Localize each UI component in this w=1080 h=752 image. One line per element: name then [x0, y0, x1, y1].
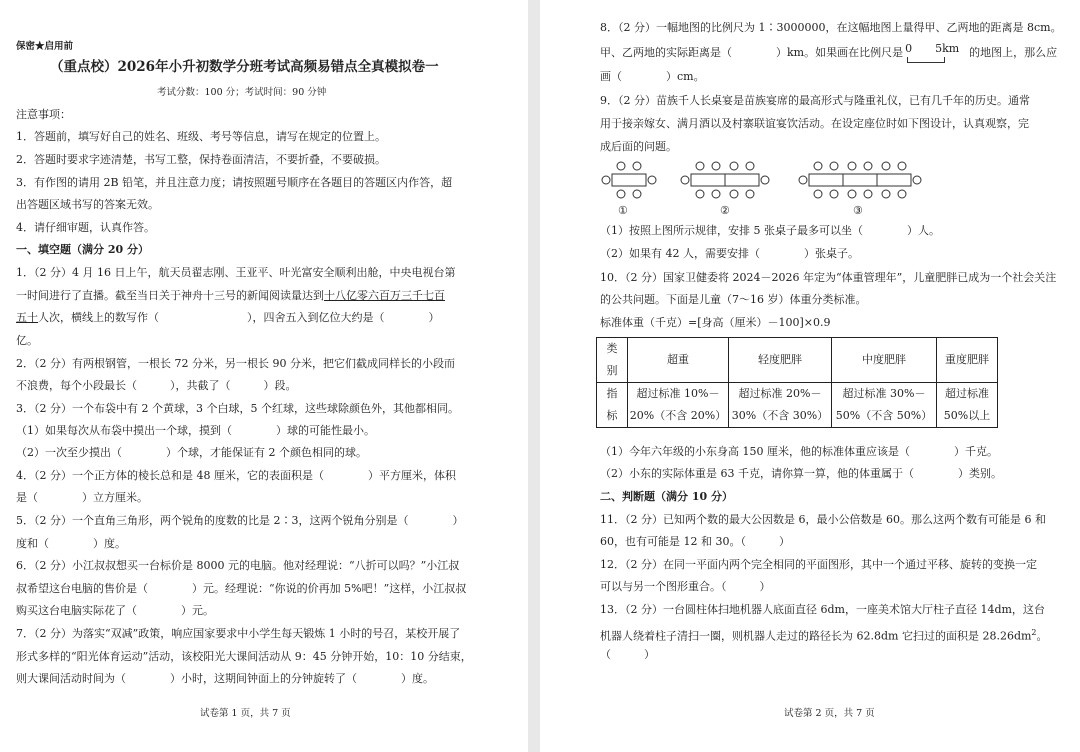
underlined-number: 五十 — [16, 311, 38, 324]
notice-line: 4．请仔细审题，认真作答。 — [16, 221, 155, 234]
notice-heading: 注意事项： — [16, 108, 71, 121]
question-11-line: 11．（2 分）已知两个数的最大公因数是 6，最小公倍数是 60。那么这两个数有可能是 6 和 — [600, 513, 1046, 526]
page-footer: 试卷第 1 页，共 7 页 — [200, 708, 291, 719]
weight-formula: 标准体重（千克）=[身高（厘米）－100]×0.9 — [600, 316, 831, 329]
table-header-cell: 超重 — [628, 338, 729, 383]
scale-line — [907, 57, 945, 63]
table-cell: 超过标准 50%以上 — [937, 383, 998, 428]
notice-line: 1．答题前，填写好自己的姓名、班级、考号等信息，请写在规定的位置上。 — [16, 130, 386, 143]
table-cell: 超过标准 20%－ 30%（不含 30%） — [729, 383, 832, 428]
seating-pattern-1 — [602, 162, 656, 198]
question-10-line: 的公共问题。下面是儿童（7～16 岁）体重分类标准。 — [600, 293, 867, 306]
question-10-sub1: （1）今年六年级的小东身高 150 厘米，他的标准体重应该是（ ）千克。 — [600, 445, 998, 458]
question-8-line: 8．（2 分）一幅地图的比例尺为 1∶3000000，在这幅地图上量得甲、乙两地的距离是 8cm。 — [600, 21, 1062, 34]
question-12-line: 12．（2 分）在同一平面内两个完全相同的平面图形，其中一个通过平移、旋转的变换一定 — [600, 558, 1037, 571]
question-9-sub2: （2）如果有 42 人，需要安排（ ）张桌子。 — [600, 247, 859, 260]
question-4-line: 4．（2 分）一个正方体的棱长总和是 48 厘米，它的表面积是（ ）平方厘米，体积 — [16, 469, 456, 482]
section-heading-fill-in: 一、填空题（满分 20 分） — [16, 243, 149, 256]
exam-page-2 — [540, 0, 1080, 752]
figure-label-2: ② — [720, 204, 730, 217]
underlined-number: 十八亿零六百万三千七百 — [324, 289, 445, 302]
table-seating-figure — [596, 158, 936, 206]
table-header-cell: 中度肥胖 — [832, 338, 937, 383]
question-4-line: 是（ ）立方厘米。 — [16, 491, 148, 504]
question-8-line — [600, 42, 1058, 60]
question-6-line: 购买这台电脑实际花了（ ）元。 — [16, 604, 214, 617]
question-2-line: 不浪费，每个小段最长（ ），共截了（ ）段。 — [16, 379, 297, 392]
question-13-line: 13．（2 分）一台圆柱体扫地机器人底面直径 6dm，一座美术馆大厅柱子直径 14dm，这台 — [600, 603, 1045, 616]
question-13-line — [600, 626, 1048, 644]
notice-line: 出答题区域书写的答案无效。 — [16, 198, 159, 211]
question-11-line: 60，也有可能是 12 和 30。（ ） — [600, 535, 790, 548]
table-cell: 超过标准 30%－ 50%（不含 50%） — [832, 383, 937, 428]
seating-pattern-3 — [799, 162, 921, 198]
question-13-text: 。 — [1036, 629, 1048, 643]
table-cell-category-label: 类 别 — [597, 338, 628, 383]
exam-title: （重点校）2026年小升初数学分班考试高频易错点全真模拟卷一 — [50, 59, 439, 75]
exam-subtitle: 考试分数：100 分；考试时间：90 分钟 — [157, 87, 327, 98]
weight-classification-table — [596, 337, 998, 428]
question-13-line: （ ） — [600, 648, 655, 661]
superscript-2: 2 — [1031, 628, 1037, 637]
question-9-line: 9．（2 分）苗族千人长桌宴是苗族宴席的最高形式与隆重礼仪，已有几千年的历史。通常 — [600, 94, 1030, 107]
question-7-line: 7．（2 分）为落实“双减”政策，响应国家要求中小学生每天锻炼 1 小时的号召，某校开展了 — [16, 627, 461, 640]
question-8-line: 画（ ）cm。 — [600, 70, 705, 83]
seating-pattern-2 — [681, 162, 769, 198]
question-8-text: 甲、乙两地的实际距离是（ ）km。如果画在比例尺是 — [600, 46, 904, 59]
question-3-line: 3．（2 分）一个布袋中有 2 个黄球，3 个白球，5 个红球，这些球除颜色外，其他都相同。 — [16, 402, 459, 415]
scale-zero-label: 0 — [905, 42, 913, 55]
table-header-cell: 重度肥胖 — [937, 338, 998, 383]
table-cell-index-label: 指 标 — [597, 383, 628, 428]
page-footer: 试卷第 2 页，共 7 页 — [784, 708, 875, 719]
question-12-line: 可以与另一个图形重合。（ ） — [600, 580, 771, 593]
question-6-line: 叔希望这台电脑的售价是（ ）元。经理说：“你说的价再加 5%吧！”这样，小江叔叔 — [16, 582, 467, 595]
figure-label-1: ① — [618, 204, 628, 217]
question-9-sub1: （1）按照上图所示规律，安排 5 张桌子最多可以坐（ ）人。 — [600, 224, 940, 237]
section-heading-judgment: 二、判断题（满分 10 分） — [600, 490, 733, 503]
question-10-sub2: （2）小东的实际体重是 63 千克，请你算一算，他的体重属于（ ）类别。 — [600, 467, 1002, 480]
question-3-line: （2）一次至少摸出（ ）个球，才能保证有 2 个颜色相同的球。 — [16, 446, 367, 459]
question-9-line: 用于接亲嫁女、满月酒以及村寨联谊宴饮活动。在设定座位时如下图设计，认真观察，完 — [600, 117, 1029, 130]
table-header-row — [597, 338, 998, 383]
question-8-text: 的地图上，那么应 — [969, 46, 1058, 59]
table-header-cell: 轻度肥胖 — [729, 338, 832, 383]
question-7-line: 则大课间活动时间为（ ）小时，这期间钟面上的分钟旋转了（ ）度。 — [16, 672, 434, 685]
question-5-line: 度和（ ）度。 — [16, 537, 126, 550]
table-row — [597, 383, 998, 428]
question-1-line: 1．（2 分）4 月 16 日上午，航天员翟志刚、王亚平、叶光富安全顺利出舱，中央电视台第 — [16, 266, 456, 279]
notice-line: 3．有作图的请用 2B 铅笔，并且注意力度；请按照题号顺序在各题目的答题区内作答，超 — [16, 176, 453, 189]
scale-km-label: 5km — [935, 42, 960, 55]
question-2-line: 2．（2 分）有两根钢管，一根长 72 分米，另一根长 90 分米，把它们截成同样长的小段而 — [16, 357, 455, 370]
question-10-line: 10．（2 分）国家卫健委将 2024－2026 年定为“体重管理年”，儿童肥胖已成为一个社会关注 — [600, 271, 1057, 284]
question-7-line: 形式多样的“阳光体育运动”活动，该校阳光大课间活动从 9：45 分钟开始，10：10 分结束， — [16, 650, 472, 663]
question-1-line: 亿。 — [16, 334, 38, 347]
confidential-label: 保密★启用前 — [16, 41, 74, 52]
exam-page-1 — [0, 0, 528, 752]
notice-line: 2．答题时要求字迹清楚，书写工整，保持卷面清洁，不要折叠，不要破损。 — [16, 153, 386, 166]
question-6-line: 6．（2 分）小江叔叔想买一台标价是 8000 元的电脑。他对经理说：“八折可以吗？”小江叔 — [16, 559, 460, 572]
question-1-text: 一时间进行了直播。截至当日关于神舟十三号的新闻阅读量达到 — [16, 289, 324, 302]
question-1-text: 人次，横线上的数写作（ ），四舍五入到亿位大约是（ ） — [38, 311, 440, 324]
figure-label-3: ③ — [853, 204, 863, 217]
question-1-line — [16, 311, 440, 325]
question-13-text: 机器人绕着柱子清扫一圈，则机器人走过的路径长为 62.8dm 它扫过的面积是 28.26dm — [600, 629, 1032, 643]
scale-bar — [903, 42, 969, 60]
question-3-line: （1）如果每次从布袋中摸出一个球，摸到（ ）球的可能性最小。 — [16, 424, 375, 437]
table-cell: 超过标准 10%－ 20%（不含 20%） — [628, 383, 729, 428]
question-9-line: 成后面的问题。 — [600, 140, 677, 153]
question-1-line — [16, 289, 445, 303]
question-5-line: 5．（2 分）一个直角三角形，两个锐角的度数的比是 2∶3，这两个锐角分别是（ ） — [16, 514, 464, 527]
